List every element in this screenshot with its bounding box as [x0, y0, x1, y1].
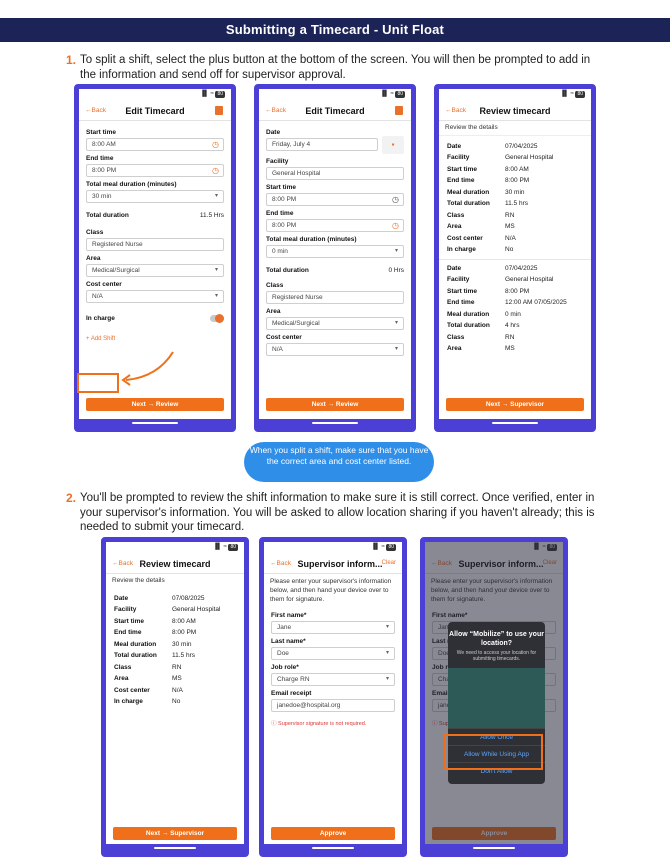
detail-row: Area MS [447, 345, 515, 352]
last-name-field[interactable]: Doe ▾ [271, 647, 395, 660]
email-field[interactable]: janedoe@hospital.org [271, 699, 395, 712]
step-number: 2. [66, 491, 77, 505]
shift-details [106, 588, 244, 707]
cost-center-select[interactable]: N/A ▾ [86, 290, 224, 303]
screen-title: Edit Timecard [305, 106, 365, 116]
detail-row: Area MS [447, 223, 515, 230]
meal-duration-select[interactable]: 30 min ▾ [86, 190, 224, 203]
detail-row: Class RN [447, 211, 515, 219]
start-time-field[interactable]: 8:00 PM ◷ [266, 193, 404, 206]
chevron-down-icon: ▾ [394, 248, 398, 254]
chevron-down-icon: ▾ [394, 346, 398, 352]
in-charge-toggle[interactable] [210, 315, 224, 322]
next-supervisor-button[interactable]: Next → Supervisor [446, 398, 584, 411]
detail-row: Meal duration 30 min [447, 188, 525, 196]
area-select[interactable]: Medical/Surgical ▾ [86, 264, 224, 277]
detail-row: Start time 8:00 AM [114, 617, 196, 625]
detail-row: Total duration 4 hrs [447, 322, 520, 329]
detail-row: End time 12:00 AM 07/05/2025 [447, 299, 567, 306]
allow-once-button[interactable]: Allow Once [448, 728, 545, 745]
detail-row: Meal duration 0 min [447, 310, 521, 318]
page-banner: Submitting a Timecard - Unit Float [0, 18, 670, 42]
detail-row: Class RN [447, 333, 515, 341]
clear-button[interactable]: Clear [381, 560, 396, 566]
step-number: 1. [66, 53, 77, 67]
next-supervisor-button[interactable]: Next → Supervisor [113, 827, 237, 840]
screen-title: Review timecard [479, 106, 551, 116]
meal-duration-select[interactable]: 0 min ▾ [266, 245, 404, 258]
back-button[interactable]: ←Back [270, 560, 291, 567]
detail-row: Facility General Hospital [447, 276, 554, 283]
detail-row: Facility General Hospital [447, 154, 554, 161]
detail-row: Date 07/08/2025 [114, 594, 205, 602]
detail-row: End time 8:00 PM [114, 629, 197, 636]
start-time-field[interactable]: 8:00 AM ◷ [86, 138, 224, 151]
end-time-field[interactable]: 8:00 PM ◷ [86, 164, 224, 177]
phone-screen-edit-timecard-1: ▐▌ ≈ 80 ←Back Edit Timecard Start time 8:00 AM ◷ End time 8:00 PM ◷ Total meal duration (minutes) 30 min ▾ Total duration 11.5 Hrs Class Registered Nurse Area Medical/Surgical ▾ Cost center N/A ▾ In charge + Add Shift Next → Review [74, 84, 236, 432]
save-icon[interactable] [215, 106, 223, 115]
chevron-down-icon: ▾ [214, 267, 218, 273]
back-button[interactable]: ←Back [265, 107, 286, 114]
screen-title: Supervisor inform... [297, 559, 383, 569]
detail-row: Date 07/04/2025 [447, 264, 538, 272]
job-role-select[interactable]: Charge RN ▾ [271, 673, 395, 686]
screen-title: Edit Timecard [125, 106, 185, 116]
step-text: You'll be prompted to review the shift information to make sure it is still correct. Once verified, enter in your supervisor's information. You will be asked to allow location sharing if you haven't already; this is needed to submit your timecard. [80, 492, 595, 533]
facility-field[interactable]: General Hospital [266, 167, 404, 180]
back-button[interactable]: ←Back [112, 560, 133, 567]
phone-screen-edit-timecard-2: ▐▌ ≈ 80 ←Back Edit Timecard Date Friday, July 4 ▪ Facility General Hospital Start time 8:00 PM ◷ End time 8:00 PM ◷ Total meal duration (minutes) 0 min ▾ Total duration 0 Hrs Class Registered Nurse Area Medical/Surgical ▾ Cost center N/A ▾ Next → Review [254, 84, 416, 432]
clock-icon: ◷ [212, 140, 219, 149]
screen-title: Review timecard [139, 559, 211, 569]
map-preview [448, 668, 545, 728]
detail-row: Start time 8:00 AM [447, 165, 529, 173]
detail-row: Class RN [114, 663, 182, 671]
chevron-down-icon: ▾ [214, 193, 218, 199]
detail-row: Total duration 11.5 hrs [114, 652, 196, 659]
arrow-icon [118, 348, 178, 388]
trash-icon[interactable]: ▪ [382, 136, 404, 154]
back-button[interactable]: ←Back [85, 107, 106, 114]
step-text: To split a shift, select the plus button at the bottom of the screen. You will then be prompted to add in the information and send off for supervisor approval. [80, 54, 591, 81]
chevron-down-icon: ▾ [214, 293, 218, 299]
step-1 [66, 53, 606, 82]
detail-row: In charge No [447, 246, 514, 253]
detail-row: Facility General Hospital [114, 606, 221, 613]
detail-row: Cost center N/A [114, 686, 183, 694]
location-permission-dialog: Allow “Mobilize” to use your location? We need to access your location for submitting timecards. Allow Once Allow While Using App Don't Allow [448, 622, 545, 784]
allow-while-using-button[interactable]: Allow While Using App [448, 745, 545, 762]
clock-icon: ◷ [392, 221, 399, 230]
save-icon[interactable] [395, 106, 403, 115]
phone-screen-location-prompt [420, 537, 568, 857]
chevron-down-icon: ▾ [385, 650, 389, 656]
approve-button[interactable]: Approve [271, 827, 395, 840]
class-field[interactable]: Registered Nurse [266, 291, 404, 304]
first-name-field[interactable]: Jane ▾ [271, 621, 395, 634]
detail-row: Total duration 11.5 hrs [447, 200, 529, 207]
date-field[interactable]: Friday, July 4 [266, 138, 378, 151]
chevron-down-icon: ▾ [385, 624, 389, 630]
chevron-down-icon: ▾ [394, 320, 398, 326]
back-button[interactable]: ←Back [445, 107, 466, 114]
tip-callout: When you split a shift, make sure that you have the correct area and cost center listed. [244, 442, 434, 482]
add-shift-button[interactable]: + Add Shift [86, 336, 116, 342]
area-select[interactable]: Medical/Surgical ▾ [266, 317, 404, 330]
detail-row: Start time 8:00 PM [447, 287, 530, 295]
next-review-button[interactable]: Next → Review [86, 398, 224, 411]
detail-row: In charge No [114, 698, 181, 705]
dont-allow-button[interactable]: Don't Allow [448, 762, 545, 779]
add-shift-highlight [77, 373, 119, 393]
cost-center-select[interactable]: N/A ▾ [266, 343, 404, 356]
detail-row: Meal duration 30 min [114, 640, 192, 648]
step-2 [66, 491, 606, 535]
detail-row: Area MS [114, 675, 182, 682]
shift-details [439, 136, 591, 354]
class-field[interactable]: Registered Nurse [86, 238, 224, 251]
allow-options-highlight [444, 734, 543, 770]
clock-icon: ◷ [392, 195, 399, 204]
phone-screen-supervisor-info: ▐▌ ≈ 80 ←Back Supervisor inform... Clear Please enter your supervisor's information below, and then hand your device over to them for signature. First name* Jane ▾ Last name* Doe ▾ Job role* Charge RN ▾ Email receipt janedoe@hospital.org ⓘ Supervisor signature is not required. Approve [259, 537, 407, 857]
detail-row: End time 8:00 PM [447, 177, 530, 184]
detail-row: Cost center N/A [447, 234, 516, 242]
chevron-down-icon: ▾ [385, 676, 389, 682]
phone-screen-review-timecard-2: ▐▌ ≈ 80 ←Back Review timecard Review the details Date 07/08/2025 Facility General Hospital Start time 8:00 AM End time 8:00 PM Meal duration 30 min Total duration 11.5 hrs Class RN Area MS Cost center N/A In charge No Next → Supervisor [101, 537, 249, 857]
next-review-button[interactable]: Next → Review [266, 398, 404, 411]
clock-icon: ◷ [212, 166, 219, 175]
end-time-field[interactable]: 8:00 PM ◷ [266, 219, 404, 232]
phone-screen-review-timecard: ▐▌ ≈ 80 ←Back Review timecard Review the details Date 07/04/2025 Facility General Hospital Start time 8:00 AM End time 8:00 PM Meal duration 30 min Total duration 11.5 hrs Class RN Area MS Cost center N/A In charge No Date 07/04/2025 Facility General Hospital Start time 8:00 PM End time 12:00 AM 07/05/2025 Meal duration 0 min Total duration 4 hrs Class RN Area MS Next → Supervisor [434, 84, 596, 432]
detail-row: Date 07/04/2025 [447, 142, 538, 150]
